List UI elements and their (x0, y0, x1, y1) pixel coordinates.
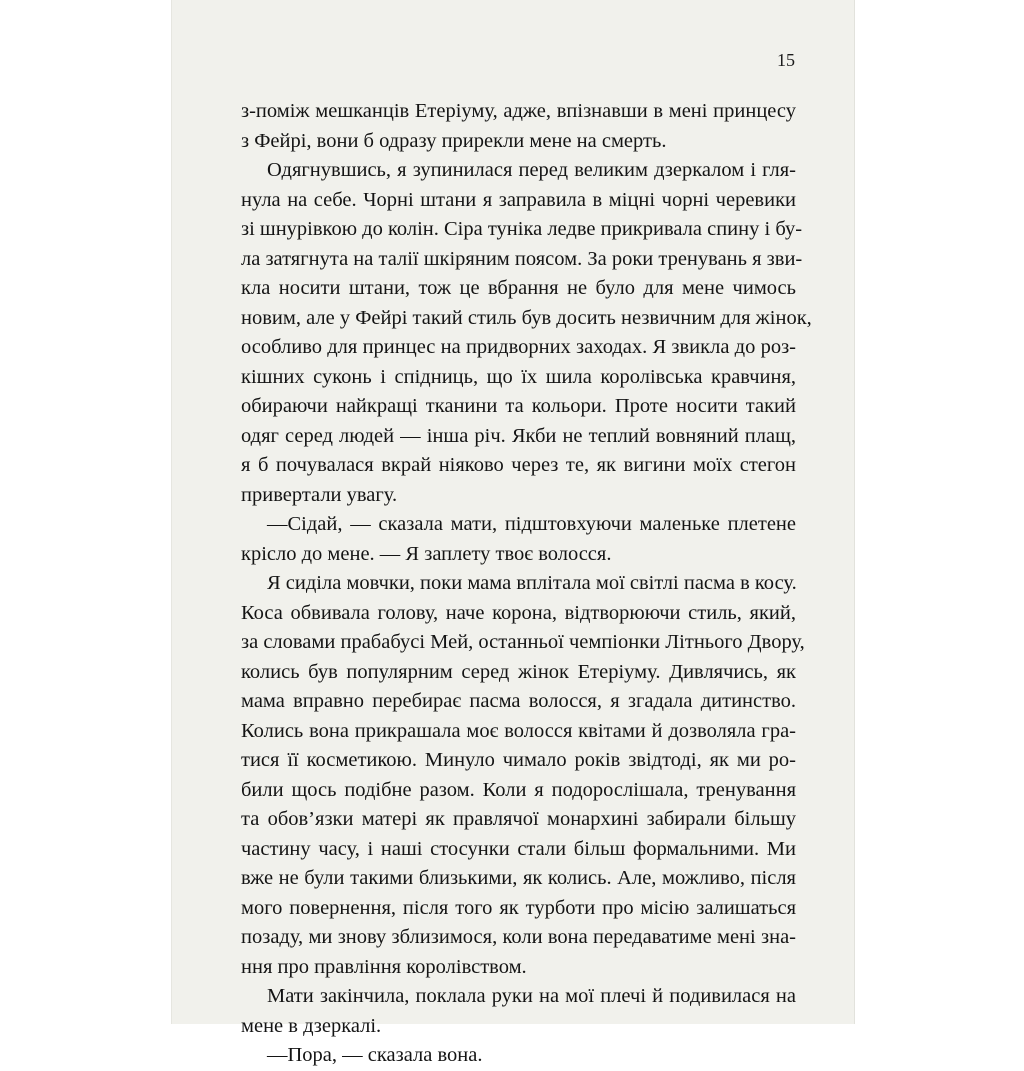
page-number: 15 (777, 50, 795, 70)
text-line: я б почувалася вкрай ніяково через те, як вигини моїх стегон (241, 454, 796, 476)
body-text (241, 97, 812, 1071)
text-line: з Фейрі, вони б одразу прирекли мене на смерть. (241, 129, 667, 152)
text-line: Я сиділа мовчки, поки мама вплітала мої світлі пасма в косу. (267, 572, 797, 594)
text-line: Колись вона прикрашала моє волосся квітами й дозволяла гра- (241, 719, 796, 742)
text-line: за словами прабабусі Мей, останньої чемпіонки Літнього Двору, (241, 631, 805, 653)
text-line: —Пора, — сказала вона. (267, 1044, 483, 1066)
text-line: Коса обвивала голову, наче корона, відтворюючи стиль, який, (241, 601, 796, 624)
text-line: мама вправно перебирає пасма волосся, я згадала дитинство. (241, 690, 796, 712)
text-line: мого повернення, після того як турботи про місію залишаться (241, 896, 796, 919)
text-line: ння про правління королівством. (241, 955, 527, 978)
text-line: новим, але у Фейрі такий стиль був досить незвичним для жінок, (241, 306, 812, 329)
text-line: особливо для принцес на придворних заходах. Я звикла до роз- (241, 336, 796, 358)
text-line: крісло до мене. — Я заплету твоє волосся. (241, 542, 612, 565)
text-line: привертали увагу. (241, 483, 398, 506)
text-line: тися її косметикою. Минуло чимало років звідтоді, як ми ро- (241, 749, 796, 771)
text-line: кішних суконь і спідниць, що їх шила королівська кравчиня, (241, 365, 796, 388)
text-line: ла затягнута на талії шкіряним поясом. За роки тренувань я зви- (241, 247, 803, 270)
text-line: Одягнувшись, я зупинилася перед великим дзеркалом і гля- (267, 159, 796, 181)
text-line: та обов’язки матері як правлячої монархині забирали більшу (241, 808, 796, 830)
text-line: зі шнурівкою до колін. Сіра туніка ледве прикривала спину і бу- (241, 218, 803, 240)
text-line: вже не були такими близькими, як колись. Але, можливо, після (241, 867, 796, 889)
text-line: одяг серед людей — інша річ. Якби не теплий вовняний плащ, (241, 424, 796, 447)
text-line: Мати закінчила, поклала руки на мої плечі й подивилася на (267, 985, 796, 1007)
text-line: кла носити штани, тож це вбрання не було для мене чимось (241, 277, 796, 299)
text-line: колись був популярним серед жінок Етеріуму. Дивлячись, як (241, 660, 796, 683)
text-line: нула на себе. Чорні штани я заправила в міцні чорні черевики (241, 188, 796, 211)
text-line: з-поміж мешканців Етеріуму, адже, впізнавши в мені принцесу (241, 100, 796, 122)
text-line: обираючи найкращі тканини та кольори. Проте носити такий (241, 395, 796, 417)
text-line: позаду, ми знову зблизимося, коли вона передаватиме мені зна- (241, 926, 796, 948)
text-line: мене в дзеркалі. (241, 1014, 382, 1037)
text-line: —Сідай, — сказала мати, підштовхуючи маленьке плетене (267, 513, 796, 535)
book-page (171, 0, 855, 1066)
text-line: били щось подібне разом. Коли я подорослішала, тренування (241, 778, 796, 801)
text-line: частину часу, і наші стосунки стали більш формальними. Ми (241, 837, 796, 860)
